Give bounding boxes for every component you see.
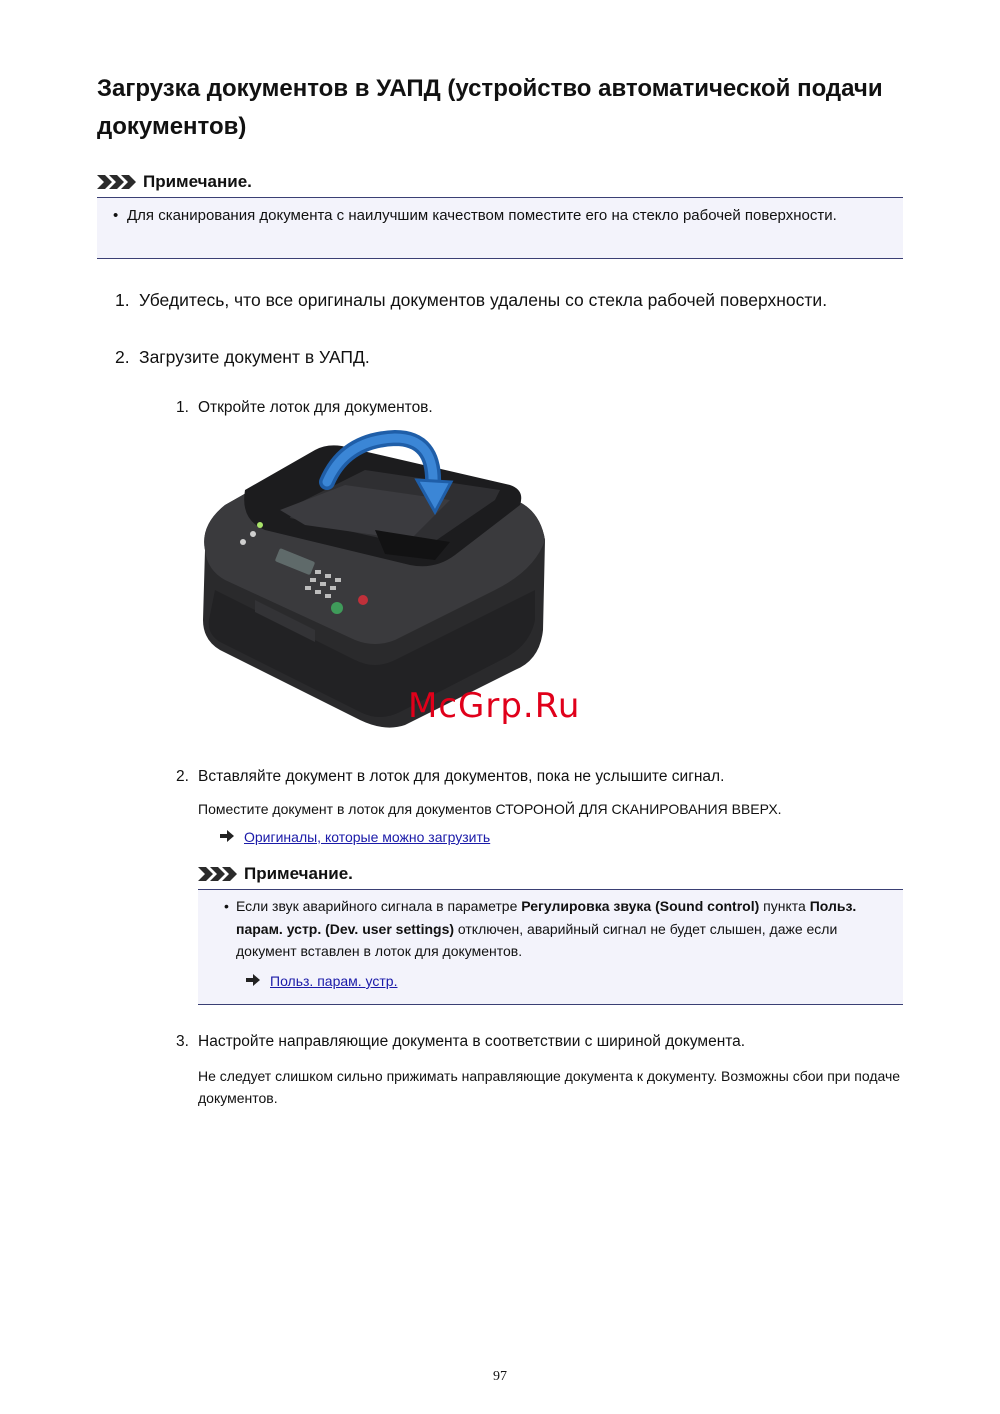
bullet: • <box>224 898 229 914</box>
substep-text: Вставляйте документ в лоток для документов, пока не услышите сигнал. <box>198 768 725 785</box>
substep-detail: Поместите документ в лоток для документов СТОРОНОЙ ДЛЯ СКАНИРОВАНИЯ ВВЕРХ. <box>198 801 782 817</box>
triple-chevron-icon <box>198 866 238 882</box>
substep-text: Настройте направляющие документа в соответствии с шириной документа. <box>198 1033 746 1050</box>
note-box <box>97 197 903 259</box>
step-number: 2. <box>115 347 130 367</box>
bullet: • <box>113 207 119 224</box>
page-number: 97 <box>493 1369 507 1384</box>
substep-number: 3. <box>176 1033 189 1050</box>
substep-number: 1. <box>176 399 189 416</box>
note-text: Для сканирования документа с наилучшим качеством поместите его на стекло рабочей поверхности. <box>127 207 837 224</box>
note-label: Примечание. <box>143 172 252 191</box>
note-heading <box>97 172 252 192</box>
right-arrow-icon <box>220 829 234 845</box>
substep-number: 2. <box>176 768 189 785</box>
substep-detail: Не следует слишком сильно прижимать направляющие документа к документу. Возможны сбои при подаче документов. <box>198 1068 901 1106</box>
note-box <box>198 889 903 1005</box>
substep-text: Откройте лоток для документов. <box>198 399 433 416</box>
originals-link[interactable]: Оригиналы, которые можно загрузить <box>244 829 491 845</box>
watermark: McGrp.Ru <box>408 686 581 726</box>
page-title: Загрузка документов в УАПД (устройство автоматической подачи документов) <box>97 75 883 140</box>
link-row[interactable] <box>246 970 397 993</box>
note-heading <box>198 864 353 884</box>
step-text: Убедитесь, что все оригиналы документов удалены со стекла рабочей поверхности. <box>139 290 828 310</box>
right-arrow-icon <box>246 970 260 993</box>
note-label: Примечание. <box>244 864 353 883</box>
printer-adf-open-illustration <box>195 430 555 730</box>
note-text: Если звук аварийного сигнала в параметре Регулировка звука (Sound control) пункта Польз. парам. устр. (Dev. user settings) отключен, аварийный сигнал не будет слышен, даже если документ вставлен в лоток для документов. <box>236 898 857 959</box>
step-text: Загрузите документ в УАПД. <box>139 347 370 367</box>
step-number: 1. <box>115 290 130 310</box>
user-settings-link[interactable]: Польз. парам. устр. <box>270 973 398 989</box>
link-row[interactable] <box>220 829 490 845</box>
triple-chevron-icon <box>97 174 137 190</box>
